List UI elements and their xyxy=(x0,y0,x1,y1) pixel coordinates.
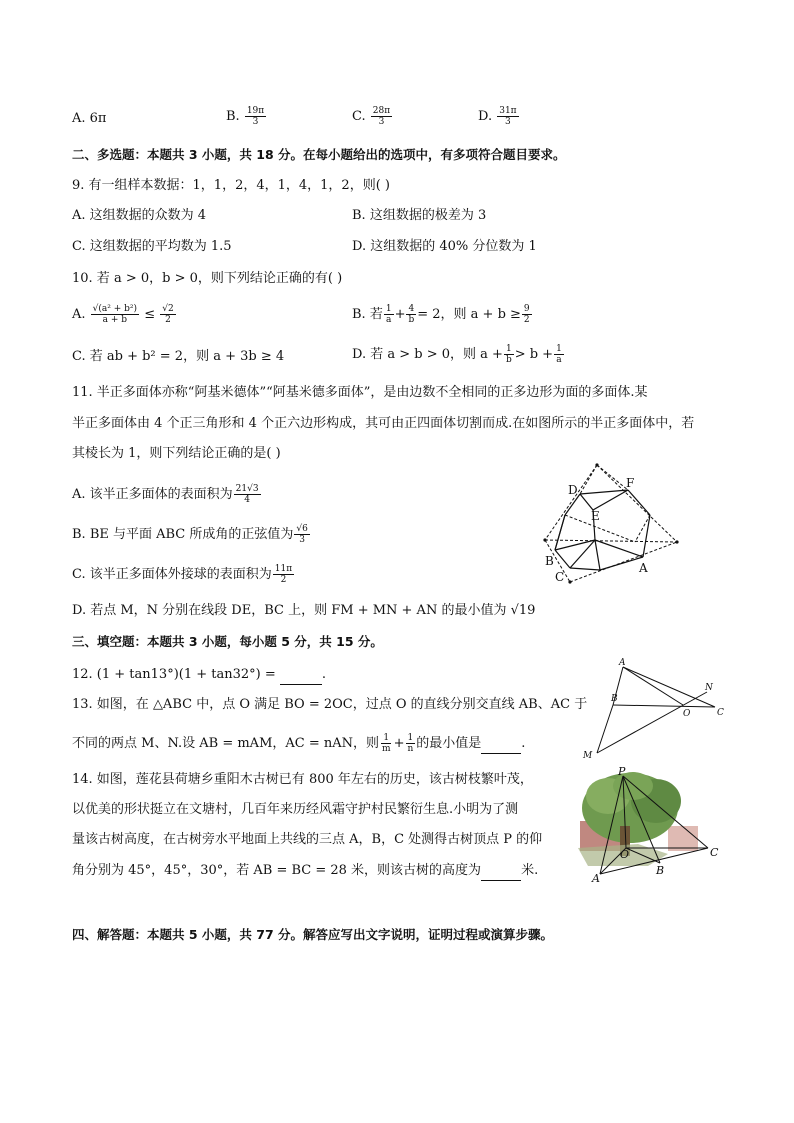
q10-option-d: D. 若 a > b > 0，则 a + $\frac{1}{b}$ > b + $\frac{1}{a}$ xyxy=(352,344,562,365)
q14-label-c: C xyxy=(710,846,719,859)
q12-answer-blank[interactable] xyxy=(280,666,322,685)
q13-answer-blank[interactable] xyxy=(481,735,521,754)
q14-label-o: O xyxy=(620,848,630,861)
q10-option-c: C. 若 ab + b² = 2，则 a + 3b ≥ 4 xyxy=(72,349,285,364)
q13-label-n: N xyxy=(705,683,713,693)
q13-label-c: C xyxy=(717,708,724,718)
q14-line-1: 14. 如图，莲花县荷塘乡重阳木古树已有 800 年左右的历史，该古树枝繁叶茂， xyxy=(72,772,533,787)
q13-line-1: 13. 如图，在 △ABC 中，点 O 满足 BO = 2OC，过点 O 的直线分别交直线 AB、AC 于 xyxy=(72,697,588,712)
q14-tree-figure xyxy=(578,766,728,884)
q11-option-d: D. 若点 M，N 分别在线段 DE，BC 上，则 FM + MN + AN 的最小值为 √19 xyxy=(72,603,536,618)
q13-label-a: A xyxy=(619,658,626,668)
q14-line-3: 量该古树高度，在古树旁水平地面上共线的三点 A，B，C 处测得古树顶点 P 的仰 xyxy=(72,832,543,847)
q14-label-p: P xyxy=(618,766,626,778)
q9-stem: 9. 有一组样本数据：1，1，2，4，1，4，1，2，则( ) xyxy=(72,178,390,193)
q8-option-d: D. $\frac{31\pi}{3}$ xyxy=(478,106,517,127)
q8-option-b: B. $\frac{19\pi}{3}$ xyxy=(226,106,265,127)
q14-answer-blank[interactable] xyxy=(481,862,521,881)
q14-label-b: B xyxy=(656,864,665,877)
q11-line-2: 半正多面体由 4 个正三角形和 4 个正六边形构成，其可由正四面体切割而成.在如图所示的半正多面体中，若 xyxy=(72,416,695,431)
section-3-heading: 三、填空题：本题共 3 小题，每小题 5 分，共 15 分。 xyxy=(72,634,383,649)
q14-label-a: A xyxy=(592,872,600,884)
q11-label-f: F xyxy=(626,476,635,490)
q13-label-o: O xyxy=(683,709,691,719)
q13-label-b: B xyxy=(611,694,618,704)
q11-label-d: D xyxy=(568,483,578,497)
q11-option-a: A. 该半正多面体的表面积为 $\frac{21√3}{4}$ xyxy=(72,484,259,505)
q11-option-c: C. 该半正多面体外接球的表面积为 $\frac{11\pi}{2}$ xyxy=(72,564,293,585)
q9-option-c: C. 这组数据的平均数为 1.5 xyxy=(72,239,232,254)
q11-label-b: B xyxy=(545,554,554,568)
q14-line-4: 角分别为 45°，45°，30°，若 AB = BC = 28 米，则该古树的高度为 米. xyxy=(72,862,538,881)
section-2-heading: 二、多选题：本题共 3 小题，共 18 分。在每小题给出的选项中，有多项符合题目要求。 xyxy=(72,147,566,162)
q8-option-c: C. $\frac{28\pi}{3}$ xyxy=(352,106,391,127)
q13-label-m: M xyxy=(583,751,593,761)
q8-option-a: A. 6π xyxy=(72,111,107,126)
q9-option-a: A. 这组数据的众数为 4 xyxy=(72,208,207,223)
q13-triangle-figure xyxy=(575,655,735,765)
section-4-heading: 四、解答题：本题共 5 小题，共 77 分。解答应写出文字说明，证明过程或演算步骤。 xyxy=(72,927,554,942)
q11-label-a: A xyxy=(639,561,648,575)
q9-option-b: B. 这组数据的极差为 3 xyxy=(352,208,487,223)
q14-line-2: 以优美的形状挺立在文塘村，几百年来历经风霜守护村民繁衍生息.小明为了测 xyxy=(72,802,519,817)
q11-line-3: 其棱长为 1，则下列结论正确的是( ) xyxy=(72,446,281,461)
q12-text: 12. (1 + tan13°)(1 + tan32°) = . xyxy=(72,666,326,685)
q11-line-1: 11. 半正多面体亦称“阿基米德体”“阿基米德多面体”，是由边数不全相同的正多边形为面的多面体.某 xyxy=(72,385,648,400)
q11-option-b: B. BE 与平面 ABC 所成角的正弦值为 $\frac{√6}{3}$ xyxy=(72,524,308,545)
q11-label-e: E xyxy=(591,509,600,523)
q13-line-2: 不同的两点 M、N.设 AB = mAM，AC = nAN，则 $\frac{1}{m}$ + $\frac{1}{n}$ 的最小值是 . xyxy=(72,733,526,754)
q10-option-b: B. 若 $\frac{1}{a}$ + $\frac{4}{b}$ = 2，则 a + b ≥ $\frac{9}{2}$ xyxy=(352,304,530,325)
q10-stem: 10. 若 a > 0，b > 0，则下列结论正确的有( ) xyxy=(72,271,343,286)
q10-option-a: A. $\frac{\text{√(a² + b²)}}{a + b}$ ≤ $\frac{√2}{2}$ xyxy=(72,304,174,325)
q11-polyhedron-figure xyxy=(535,460,695,585)
q9-option-d: D. 这组数据的 40% 分位数为 1 xyxy=(352,239,537,254)
q11-label-c: C xyxy=(555,570,565,584)
